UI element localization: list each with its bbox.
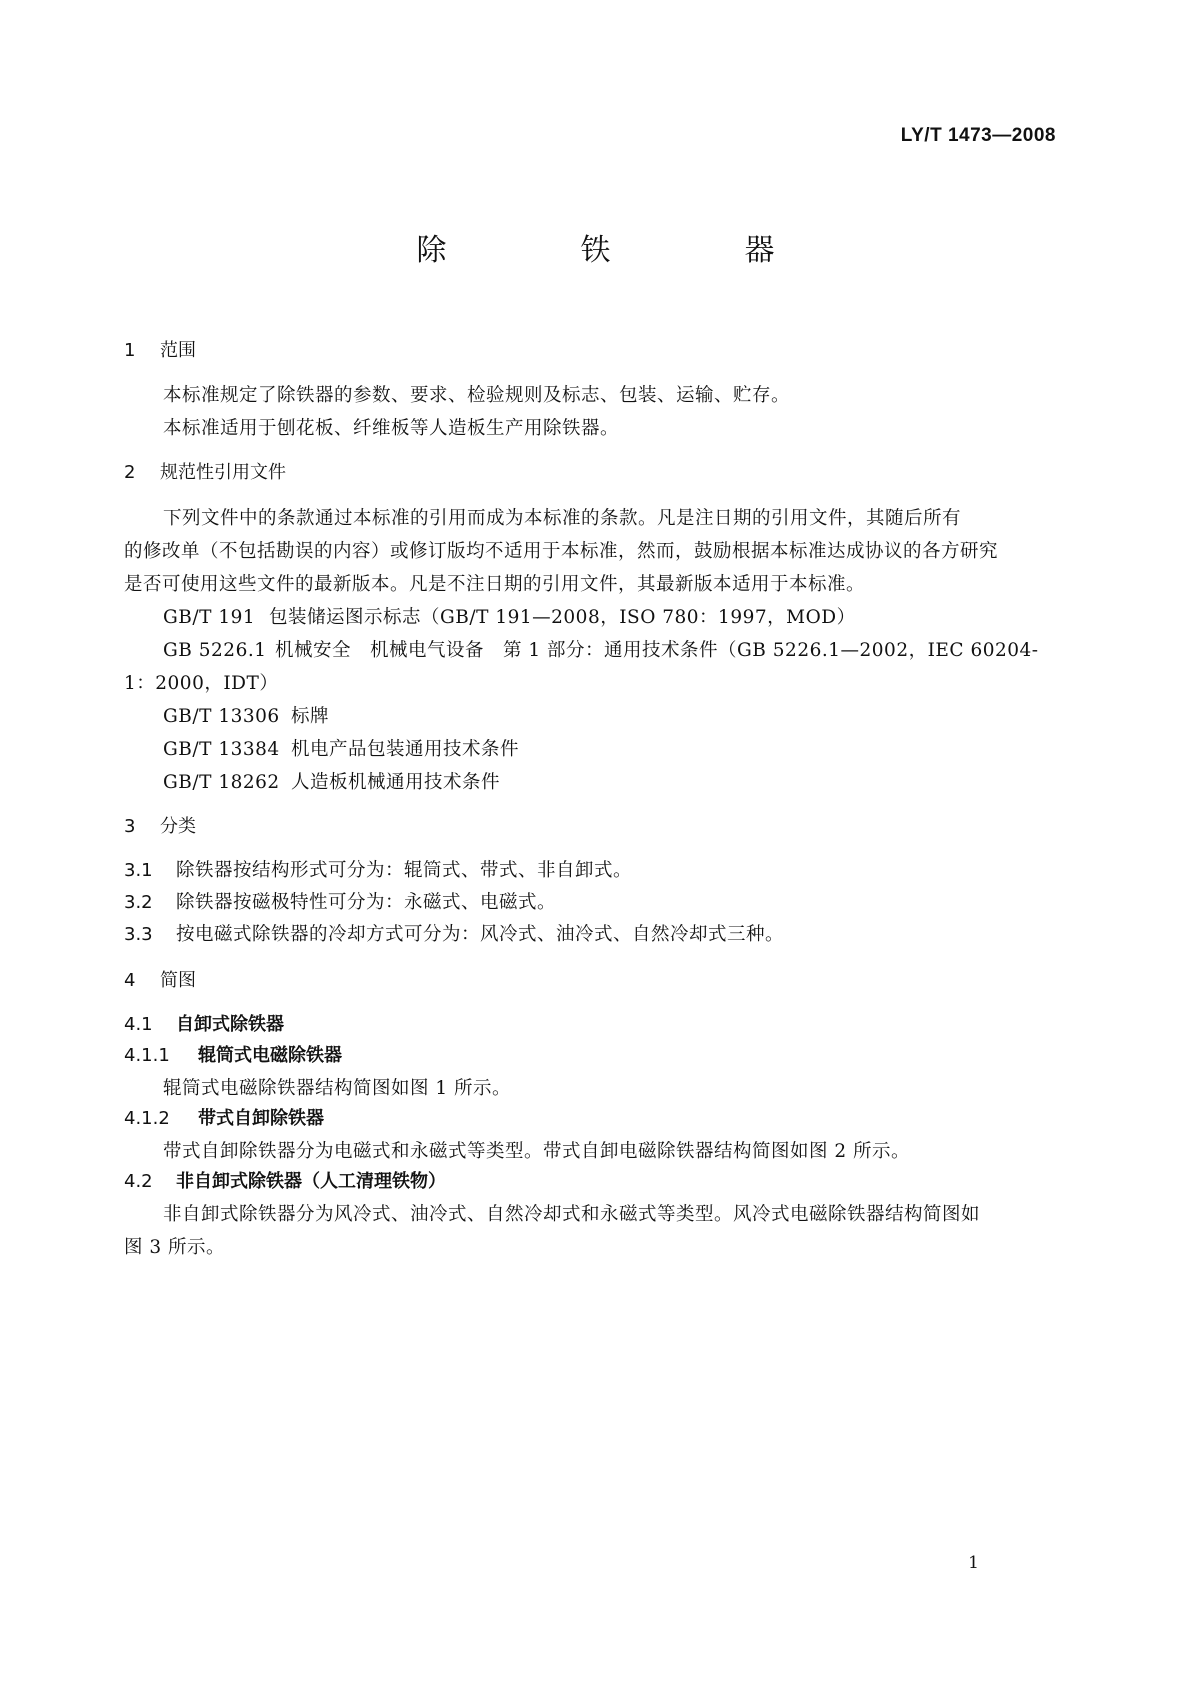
reference-item: [163, 603, 856, 629]
section-title: 分类: [160, 816, 196, 837]
reference-code: GB 5226.1: [163, 640, 267, 661]
paragraph-line: 的修改单（不包括勘误的内容）或修订版均不适用于本标准，然而，鼓励根据本标准达成协议的各方研究: [124, 541, 999, 562]
subsection-title: 自卸式除铁器: [176, 1014, 284, 1035]
page-number: 1: [968, 1553, 979, 1573]
reference-code: GB/T 13384: [163, 739, 280, 760]
section-3-heading: [124, 812, 196, 838]
reference-item: [163, 702, 329, 728]
clause-item: [124, 920, 784, 946]
section-4-heading: [124, 966, 196, 992]
reference-title: 机电产品包装通用技术条件: [291, 739, 520, 760]
reference-title: 标牌: [291, 706, 330, 727]
clause-item: [124, 856, 632, 882]
reference-title: 机械安全 机械电气设备 第 1 部分：通用技术条件（GB 5226.1—2002，IEC 60204-: [275, 640, 1039, 661]
section-number: 2: [124, 462, 136, 483]
section-1-heading: [124, 336, 196, 362]
section-number: 4: [124, 970, 136, 991]
subsection-title: 非自卸式除铁器（人工清理铁物）: [176, 1171, 446, 1192]
reference-code: GB/T 18262: [163, 772, 280, 793]
paragraph-line: 非自卸式除铁器分为风冷式、油冷式、自然冷却式和永磁式等类型。风冷式电磁除铁器结构简图如: [163, 1204, 981, 1225]
reference-code: GB/T 191: [163, 607, 256, 628]
subsection-4-1-1-heading: [124, 1041, 342, 1067]
paragraph: 本标准适用于刨花板、纤维板等人造板生产用除铁器。: [163, 418, 620, 439]
subsection-number: 4.1.2: [124, 1108, 170, 1129]
section-2-heading: [124, 458, 286, 484]
section-number: 1: [124, 340, 136, 361]
clause-number: 3.3: [124, 924, 153, 945]
document-title: 除 铁 器: [416, 233, 827, 268]
paragraph: 辊筒式电磁除铁器结构简图如图 1 所示。: [163, 1078, 512, 1099]
section-title: 规范性引用文件: [160, 462, 286, 483]
paragraph-line: 图 3 所示。: [124, 1237, 226, 1258]
paragraph: 本标准规定了除铁器的参数、要求、检验规则及标志、包装、运输、贮存。: [163, 385, 791, 406]
clause-number: 3.1: [124, 860, 153, 881]
standard-code: LY/T 1473—2008: [900, 125, 1056, 146]
reference-title: 人造板机械通用技术条件: [291, 772, 501, 793]
subsection-number: 4.1.1: [124, 1045, 170, 1066]
reference-code: GB/T 13306: [163, 706, 280, 727]
clause-item: [124, 888, 556, 914]
reference-continuation: 1：2000，IDT）: [124, 673, 279, 694]
reference-item: [163, 768, 500, 794]
subsection-title: 带式自卸除铁器: [198, 1108, 324, 1129]
subsection-4-2-heading: [124, 1167, 446, 1193]
subsection-number: 4.1: [124, 1014, 153, 1035]
subsection-number: 4.2: [124, 1171, 153, 1192]
subsection-4-1-2-heading: [124, 1104, 324, 1130]
paragraph: 带式自卸除铁器分为电磁式和永磁式等类型。带式自卸电磁除铁器结构简图如图 2 所示。: [163, 1141, 911, 1162]
section-title: 范围: [160, 340, 196, 361]
reference-title: 包装储运图示标志（GB/T 191—2008，ISO 780：1997，MOD）: [269, 607, 856, 628]
clause-text: 除铁器按结构形式可分为：辊筒式、带式、非自卸式。: [176, 860, 633, 881]
clause-number: 3.2: [124, 892, 153, 913]
subsection-4-1-heading: [124, 1010, 284, 1036]
section-number: 3: [124, 816, 136, 837]
clause-text: 除铁器按磁极特性可分为：永磁式、电磁式。: [176, 892, 557, 913]
subsection-title: 辊筒式电磁除铁器: [198, 1045, 342, 1066]
paragraph-line: 是否可使用这些文件的最新版本。凡是不注日期的引用文件，其最新版本适用于本标准。: [124, 574, 866, 595]
clause-text: 按电磁式除铁器的冷却方式可分为：风冷式、油冷式、自然冷却式三种。: [176, 924, 785, 945]
section-title: 简图: [160, 970, 196, 991]
reference-item: [163, 636, 1039, 662]
reference-item: [163, 735, 519, 761]
paragraph-line: 下列文件中的条款通过本标准的引用而成为本标准的条款。凡是注日期的引用文件，其随后所有: [163, 508, 962, 529]
